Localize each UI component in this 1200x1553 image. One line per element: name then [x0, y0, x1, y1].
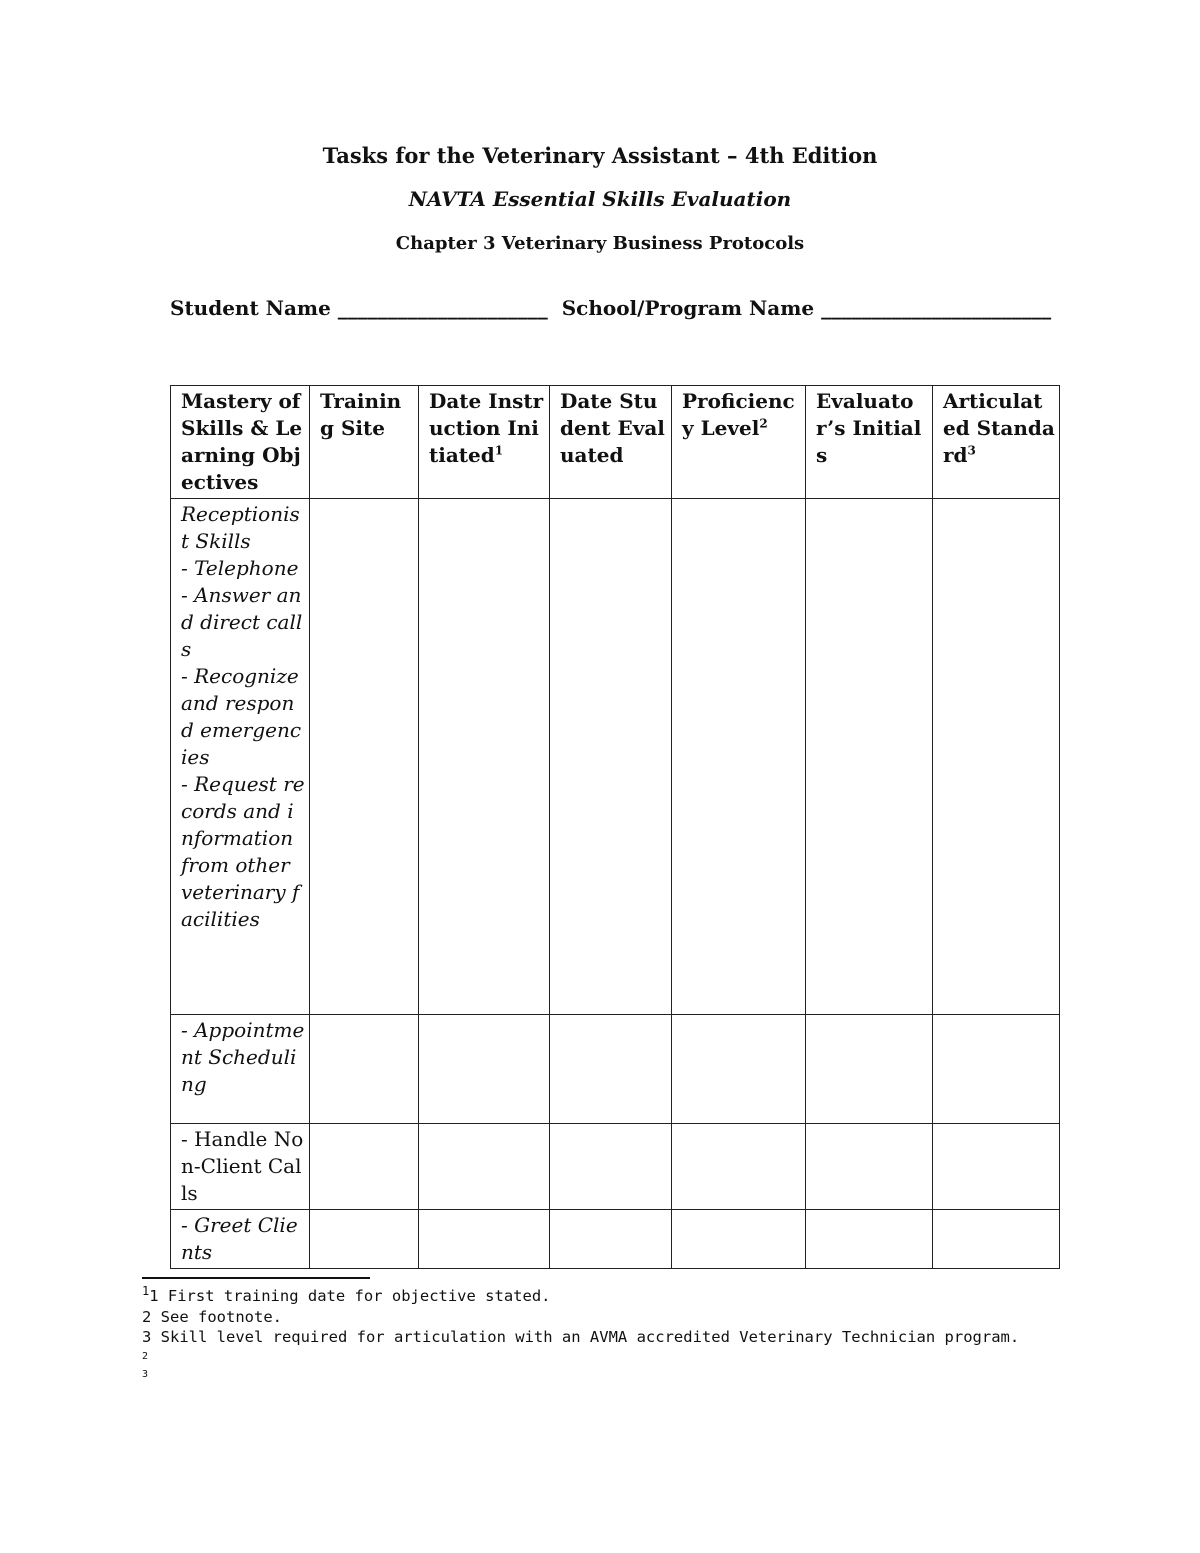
training-site-cell[interactable] [310, 1210, 419, 1269]
school-name-label: School/Program Name [561, 296, 815, 320]
table-row [171, 1210, 1060, 1269]
evaluator-initials-cell[interactable] [806, 1124, 933, 1210]
objective-cell: - Greet Clients [171, 1210, 310, 1269]
footnote-3: 3 Skill level required for articulation with an AVMA accredited Veterinary Technician program. [142, 1328, 1020, 1346]
header-date-evaluated: Date Student Evaluated [550, 386, 672, 499]
proficiency-cell[interactable] [672, 1124, 806, 1210]
training-site-cell[interactable] [310, 499, 419, 1015]
footnotes [142, 1283, 1052, 1384]
footnote-2-marker: 2 [142, 1350, 149, 1362]
chapter-title: Chapter 3 Veterinary Business Protocols [395, 233, 805, 254]
date-evaluated-cell[interactable] [550, 1124, 672, 1210]
header-date-instruction: Date Instruction Initiated$^1$ [419, 386, 550, 499]
table-row [171, 1015, 1060, 1124]
date-evaluated-cell[interactable] [550, 1210, 672, 1269]
date-evaluated-cell[interactable] [550, 499, 672, 1015]
header-articulated-standard: Articulated Standard$^3$ [933, 386, 1060, 499]
table-row [171, 1124, 1060, 1210]
header-training-site: Training Site [310, 386, 419, 499]
footnote-separator [142, 1277, 370, 1279]
date-instruction-cell[interactable] [419, 1124, 550, 1210]
document-subtitle: NAVTA Essential Skills Evaluation [408, 187, 792, 211]
proficiency-cell[interactable] [672, 1210, 806, 1269]
training-site-cell[interactable] [310, 1015, 419, 1124]
articulated-standard-cell[interactable] [933, 499, 1060, 1015]
student-name-field[interactable]: _____________________ [337, 296, 548, 320]
articulated-standard-cell[interactable] [933, 1124, 1060, 1210]
school-name-field[interactable]: _______________________ [821, 296, 1052, 320]
footnote-ref-3: 3 [967, 443, 976, 458]
table-header-row [171, 386, 1060, 499]
objective-cell: - Appointment Scheduling [171, 1015, 310, 1124]
footnote-2: 2 See footnote. [142, 1307, 282, 1326]
header-proficiency: Proficiency Level$^2$ [672, 386, 806, 499]
objective-cell: - Handle Non-Client Calls [171, 1124, 310, 1210]
date-evaluated-cell[interactable] [550, 1015, 672, 1124]
table-row [171, 499, 1060, 1015]
footnote-ref-2: 2 [759, 416, 768, 431]
footnote-ref-1: 1 [494, 443, 504, 458]
date-instruction-cell[interactable] [419, 1015, 550, 1124]
articulated-standard-cell[interactable] [933, 1015, 1060, 1124]
date-instruction-cell[interactable] [419, 499, 550, 1015]
training-site-cell[interactable] [310, 1124, 419, 1210]
proficiency-cell[interactable] [672, 499, 806, 1015]
evaluator-initials-cell[interactable] [806, 1210, 933, 1269]
evaluator-initials-cell[interactable] [806, 499, 933, 1015]
articulated-standard-cell[interactable] [933, 1210, 1060, 1269]
header-evaluator-initials: Evaluator’s Initials [806, 386, 933, 499]
evaluator-initials-cell[interactable] [806, 1015, 933, 1124]
proficiency-cell[interactable] [672, 1015, 806, 1124]
footnote-1: $^1$1 First training date for objective stated. [142, 1283, 551, 1305]
name-fields-line [170, 296, 1051, 320]
objective-cell: Receptionist Skills - Telephone - Answer and direct calls - Recognize and respond emergencies - Request records and information from other veterinary facilities [171, 499, 310, 1015]
student-name-label: Student Name [170, 296, 331, 320]
footnote-3-marker: 3 [142, 1368, 149, 1380]
date-instruction-cell[interactable] [419, 1210, 550, 1269]
document-title: Tasks for the Veterinary Assistant – 4th Edition [322, 143, 878, 168]
header-mastery: Mastery of Skills & Learning Objectives [171, 386, 310, 499]
skills-evaluation-table [170, 385, 1060, 1269]
